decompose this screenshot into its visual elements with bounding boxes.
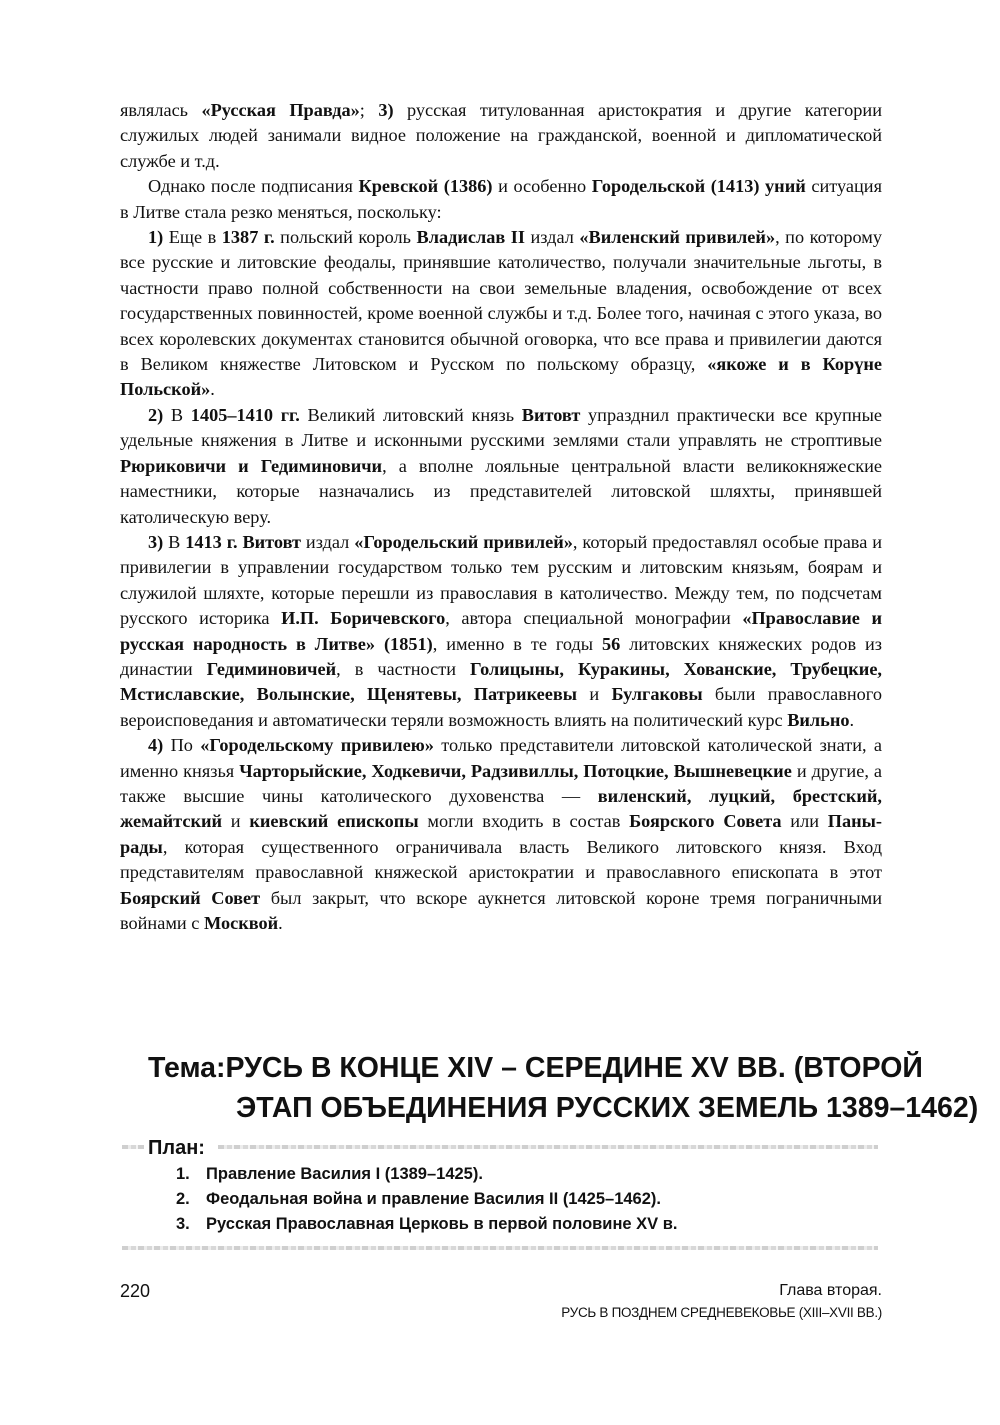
list-item [176, 1162, 678, 1187]
bold-text-run: «Православие и русская народность в Литве» (1851) [120, 608, 882, 654]
bold-text-run: 1387 г. [221, 227, 275, 248]
decorative-rule [218, 1145, 878, 1149]
text-run: Еще в [163, 227, 222, 248]
text-run: польский король [274, 227, 417, 248]
chapter-title: Глава вторая. [779, 1282, 882, 1299]
plan-item-text: Правление Василия I (1389–1425). [206, 1165, 483, 1183]
decorative-rule [122, 1246, 878, 1250]
paragraph [120, 530, 882, 733]
section-title: РУСЬ В ПОЗДНЕМ СРЕДНЕВЕКОВЬЕ (XIII–XVII ВВ.) [561, 1305, 882, 1320]
text-run: только представители литовской католической знати, а именно князья [120, 735, 883, 781]
bold-text-run: 4) [148, 735, 164, 756]
text-run: , которая существенного ограничивала власть Великого литовского князя. Вход представителям православной княжеской аристократии и православного епископата в этот [120, 836, 882, 883]
topic-title-line-2: ЭТАП ОБЪЕДИНЕНИЯ РУССКИХ ЗЕМЕЛЬ 1389–1462) [236, 1092, 979, 1124]
paragraph [120, 174, 882, 225]
bold-text-run: «Городельский привилей» [354, 531, 573, 552]
text-run: и [222, 811, 250, 832]
text-run: , который предоставлял особые права и привилегии в управлении государством только тем русским и литовским князьям, боярам и служилой шляхте, которые перешли из православия в католичество. Между тем, по подсчетам русского историка [120, 531, 883, 629]
bold-text-run: Боярский Совет [120, 887, 261, 908]
bold-text-run: Кревской (1386) [358, 176, 493, 197]
text-run: , автора специальной монографии [445, 608, 743, 629]
text-run: и [577, 684, 612, 705]
bold-text-run: И.П. Боричевского [281, 608, 446, 629]
topic-heading [148, 1048, 979, 1128]
text-run: Великий литовский князь [299, 404, 522, 425]
bold-text-run: 2) [148, 404, 164, 425]
bold-text-run: «якоже и в Корүне Польской» [120, 354, 882, 400]
bold-text-run: Гедиминовичей [206, 658, 337, 679]
plan-item-text: Феодальная война и правление Василия II (1425–1462). [206, 1190, 661, 1208]
text-run: Однако после подписания [148, 176, 359, 197]
text-run: был закрыт, что вскоре аукнется литовской короне тремя пограничными войнами с [120, 887, 882, 933]
text-run: По [163, 735, 201, 756]
paragraph [120, 733, 882, 936]
plan-item-number: 2. [176, 1190, 190, 1208]
bold-text-run: Паны-рады [120, 811, 883, 857]
text-run: ситуация в Литве стала резко меняться, поскольку: [120, 176, 882, 222]
list-item [176, 1187, 678, 1212]
bold-text-run: «Русская Правда» [201, 100, 360, 120]
text-run: упразднил практически все крупные удельные княжения в Литве и исконными русскими землями стали управлять не строптивые [120, 404, 882, 451]
text-run: издал [525, 227, 580, 248]
bold-text-run: Витовт [521, 404, 581, 425]
bold-text-run: Москвой [203, 913, 279, 933]
topic-label: Тема: [148, 1052, 226, 1084]
bold-text-run: 1405–1410 гг. [190, 404, 300, 425]
text-run: являлась [120, 100, 202, 120]
decorative-rule [122, 1145, 144, 1149]
text-run: и особенно [492, 176, 592, 197]
plan-heading: План: [148, 1137, 205, 1159]
bold-text-run: Городельской (1413) уний [591, 176, 806, 197]
text-run: В [163, 404, 191, 425]
bold-text-run: 1413 г. Витовт [185, 531, 301, 552]
list-item [176, 1212, 678, 1237]
bold-text-run: Чарторыйские, Ходкевичи, Радзивиллы, Потоцкие, Вышневецкие [239, 760, 792, 781]
bold-text-run: Вильно [787, 709, 850, 730]
plan-item-number: 1. [176, 1165, 190, 1183]
paragraph [120, 225, 882, 403]
plan-item-text: Русская Православная Церковь в первой половине XV в. [206, 1215, 678, 1233]
text-run: . [278, 913, 283, 933]
body-text [120, 98, 882, 936]
bold-text-run: Боярского Совета [629, 811, 782, 832]
paragraph [120, 98, 882, 174]
text-run: или [781, 811, 828, 832]
text-run: . [210, 379, 215, 400]
text-run: и другие, а также высшие чины католического духовенства — [120, 760, 882, 806]
text-run: могли входить в состав [418, 811, 630, 832]
bold-text-run: 1) [148, 227, 164, 248]
text-run: , а вполне лояльные центральной власти великокняжеские наместники, которые назначались из представителей литовской шляхты, принявшей католическую веру. [120, 455, 882, 527]
page-number: 220 [120, 1281, 151, 1301]
text-run: ; [359, 100, 379, 120]
bold-text-run: виленский, луцкий, брестский, жемайтский [120, 785, 882, 832]
plan-list [176, 1162, 678, 1237]
text-run: издал [301, 531, 355, 552]
bold-text-run: «Городельскому привилею» [200, 735, 434, 756]
bold-text-run: 3) [148, 531, 164, 552]
text-run: литовских княжеских родов из династии [120, 633, 882, 679]
bold-text-run: «Виленский привилей» [579, 227, 776, 248]
bold-text-run: Владислав II [416, 227, 525, 248]
text-run: , в частности [336, 658, 471, 679]
bold-text-run: Рюриковичи и Гедиминовичи [120, 455, 383, 476]
bold-text-run: Голицыны, Куракины, Хованские, Трубецкие, Мстиславские, Волынские, Щенятевы, Патрикеевы [120, 658, 883, 705]
plan-item-number: 3. [176, 1215, 190, 1233]
bold-text-run: киевский епископы [249, 811, 419, 832]
text-run: . [849, 709, 855, 730]
paragraph [120, 403, 882, 530]
bold-text-run: 3) [378, 100, 394, 120]
text-run: , по которому все русские и литовские феодалы, принявшие католичество, получали значительные льготы, в частности право полной собственности на свои земельные владения, освобождение от всех государственных повинностей, кроме военной службы и т.д. Более того, начиная с этого указа, во всех королевских документах становится обычной оговорка, что все права и привилегии даются в Великом княжестве Литовском и Русском по польскому образцу, [120, 227, 882, 375]
bold-text-run: Булгаковы [611, 684, 703, 705]
topic-title-line-1: РУСЬ В КОНЦЕ XIV – СЕРЕДИНЕ XV ВВ. (ВТОРОЙ [225, 1052, 923, 1084]
bold-text-run: 56 [602, 633, 621, 654]
text-run: русская титулованная аристократия и другие категории служилых людей занимали видное положение на гражданской, военной и дипломатической службе и т.д. [120, 100, 882, 171]
text-run: , именно в те годы [432, 633, 603, 654]
text-run: были православного вероисповедания и автоматически теряли возможность влиять на политический курс [120, 684, 882, 730]
text-run: В [163, 531, 186, 552]
running-head [561, 1280, 882, 1324]
